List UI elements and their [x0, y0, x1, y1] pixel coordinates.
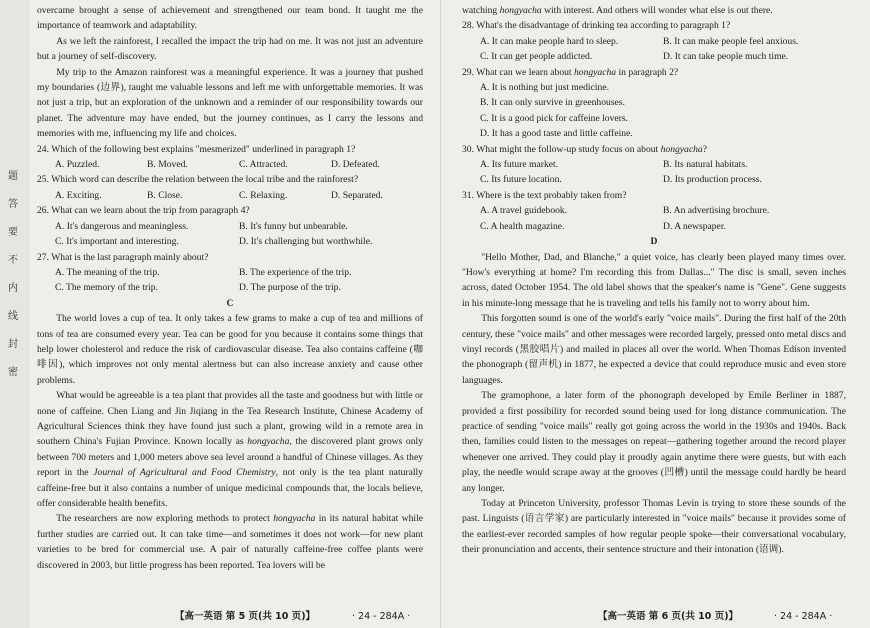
- option: D. A newspaper.: [663, 220, 726, 232]
- question-25: 25. Which word can describe the relation between the local tribe and the rainforest?: [37, 174, 359, 186]
- question-30: 30. What might the follow-up study focus on about hongyacha?: [462, 143, 707, 155]
- paragraph: What would be agreeable is a tea plant that provides all the taste and goodness but with little or none of caffeine. Chen Liang and Jin Jiqiang in the Tea Research Institute, Chinese Academy of Agricultural Sciences think they have found just such a plant, growing wild in a remote area in southern China's Fujian Province. Known locally as hongyacha, the discovered plant grows only between 700 meters and 1,000 meters above sea level around a handful of Chinese villages. As they report in the Journal of Agricultural and Food Chemistry, not only is the tea plant naturally caffeine-free but it also contains a number of unique medicinal compounds that, the locals believe, offer considerable health benefits.: [37, 390, 423, 509]
- option: A. The meaning of the trip.: [55, 266, 160, 278]
- question-24-options: [37, 157, 423, 172]
- page-5-column: [37, 3, 423, 573]
- paragraph: watching hongyacha with interest. And others will wonder what else is out there.: [462, 5, 773, 16]
- question-24: 24. Which of the following best explains "mesmerized" underlined in paragraph 1?: [37, 143, 356, 155]
- section-heading-c: C: [226, 297, 234, 309]
- option: D. Defeated.: [331, 159, 380, 171]
- question-28-options: [462, 34, 846, 65]
- option: D. It's challenging but worthwhile.: [239, 236, 373, 248]
- option: B. It's funny but unbearable.: [239, 220, 348, 232]
- option: D. Separated.: [331, 189, 383, 201]
- journal-title: Journal of Agricultural and Food Chemistry: [93, 467, 276, 479]
- paragraph: The world loves a cup of tea. It only takes a few grams to make a cup of tea and millions of tons of tea are consumed every year. Tea can be good for you because it contains some things that help lower cholesterol and reduce the risk of cardiovascular disease. Tea also contains caffeine (咖啡因), which improves not only mental alertness but can also increase anxiety and cause other problems.: [37, 313, 423, 386]
- option: C. It is a good pick for caffeine lovers.: [480, 112, 628, 124]
- paragraph: overcame brought a sense of achievement and strengthened our team bond. It taught me the importance of teamwork and adaptability.: [37, 5, 423, 32]
- question-31: 31. Where is the text probably taken from?: [462, 189, 627, 201]
- paragraph: My trip to the Amazon rainforest was a meaningful experience. It was a journey that pushed my boundaries (边界), taught me valuable lessons and left me with unforgettable memories. It was not just a trip, but an exploration of the unknown and a reminder of our responsibility towards our planet. The adventure may have ended, but the journey continues, as I carry the lessons and memories with me, influencing my life and choices.: [37, 66, 423, 140]
- option: D. Its production process.: [663, 174, 762, 186]
- page-6-column: [462, 3, 846, 558]
- question-25-options: [37, 188, 423, 203]
- option: A. Its future market.: [480, 159, 559, 171]
- italic-term: hongyacha: [660, 143, 703, 155]
- page-footer-code: · 24 - 284A ·: [774, 611, 833, 622]
- option: B. It can make people feel anxious.: [663, 35, 799, 47]
- margin-char: 题: [8, 171, 18, 182]
- margin-char: 要: [8, 227, 18, 238]
- option: A. It's dangerous and meaningless.: [55, 220, 189, 232]
- option: B. The experience of the trip.: [239, 266, 352, 278]
- paragraph: The gramophone, a later form of the phonograph developed by Emile Berliner in 1887, provided a first possibility for recorded sound being used for long distance communication. The practice of sending "voice mails" really got going across the world in the 1930s and 1940s. Back then, families could listen to the messages on repeat—gathering together around the record player whenever one arrived. They could play it proudly again anytime there were guests, but with each play, the needle would scrape away at the grooves (凹槽) until the message could hardly be heard any longer.: [462, 390, 846, 494]
- page-footer-label: 【高一英语 第 6 页(共 10 页)】: [598, 611, 739, 622]
- paragraph: Today at Princeton University, professor Thomas Levin is trying to store these sounds of the past. Linguists (语言学家) are particularly interested in "voice mails" because it provides some of the earliest-ever recorded samples of how regular people spoke—their conversational vocabulary, their pronunciation and accents, their sentence structure and their intonation (语调).: [462, 498, 846, 556]
- option: A. Exciting.: [55, 189, 102, 201]
- page-footer-label: 【高一英语 第 5 页(共 10 页)】: [175, 611, 316, 622]
- margin-char: 内: [8, 283, 18, 294]
- page-divider: [440, 0, 441, 628]
- page-footer-code: · 24 - 284A ·: [352, 611, 411, 622]
- option: C. It can get people addicted.: [480, 51, 593, 63]
- question-27: 27. What is the last paragraph mainly about?: [37, 251, 209, 263]
- seal-line-text: [6, 170, 20, 394]
- option: B. Moved.: [147, 159, 188, 171]
- question-26-options: [37, 219, 423, 250]
- option: B. It can only survive in greenhouses.: [480, 97, 625, 109]
- option: A. It is nothing but just medicine.: [480, 82, 609, 94]
- italic-term: hongyacha: [573, 66, 617, 78]
- margin-char: 密: [8, 367, 18, 378]
- margin-char: 线: [8, 311, 18, 322]
- option: B. Its natural habitats.: [663, 159, 748, 171]
- question-30-options: [462, 157, 846, 188]
- italic-term: hongyacha: [247, 436, 290, 448]
- paragraph: The researchers are now exploring methods to protect hongyacha in its natural habitat while further studies are carried out. It can take time—and sometimes it does not work—for new plant varieties to be bred for commercial use. A pair of naturally caffeine-free coffee plants were discovered in 2003, but little progress has been reported. Tea lovers will be: [37, 513, 423, 571]
- option: C. It's important and interesting.: [55, 236, 179, 248]
- binding-margin: [0, 0, 30, 628]
- option: D. It has a good taste and little caffeine.: [480, 128, 633, 140]
- section-heading-d: D: [650, 236, 658, 248]
- option: B. Close.: [147, 189, 183, 201]
- paragraph: As we left the rainforest, I recalled the impact the trip had on me. It was not just an adventure but a journey of self-discovery.: [37, 35, 423, 63]
- option: A. Puzzled.: [55, 159, 100, 171]
- margin-char: 不: [8, 255, 18, 266]
- option: D. The purpose of the trip.: [239, 282, 341, 294]
- question-31-options: [462, 203, 846, 234]
- option: B. An advertising brochure.: [663, 205, 770, 217]
- paragraph: This forgotten sound is one of the world's early "voice mails". During the first half of the 20th century, these "voice mails" and other messages were recorded largely, pressed onto metal discs and vinyl records (黑胶唱片) and mailed in places all over the world. When Thomas Edison invented the phonograph (留声机) in 1877, he expected a device that could reproduce music and even store languages.: [462, 313, 846, 386]
- italic-term: hongyacha: [499, 5, 542, 16]
- option: C. A health magazine.: [480, 220, 565, 232]
- option: A. It can make people hard to sleep.: [480, 35, 619, 47]
- option: D. It can take people much time.: [663, 51, 789, 63]
- option: C. Its future location.: [480, 174, 562, 186]
- option: C. Relaxing.: [239, 189, 288, 201]
- question-27-options: [37, 265, 423, 296]
- question-29: 29. What can we learn about hongyacha in paragraph 2?: [462, 66, 679, 78]
- question-28: 28. What's the disadvantage of drinking tea according to paragraph 1?: [462, 20, 731, 32]
- question-29-options: [462, 80, 846, 142]
- italic-term: hongyacha: [273, 513, 316, 525]
- margin-char: 封: [8, 339, 18, 350]
- paragraph: "Hello Mother, Dad, and Blanche," a quiet voice, has clearly been played many times over. "How's everything at home? I'm recording this from Dallas..." The disc is small, seven inches across, dated October 1954. The old label shows that the speaker's name is "Gene". Gene suggests in his minute-long message that he is traveling and tells his family not to worry about him.: [462, 251, 846, 309]
- option: A. A travel guidebook.: [480, 205, 568, 217]
- option: C. Attracted.: [239, 159, 288, 171]
- margin-char: 答: [8, 199, 18, 210]
- option: C. The memory of the trip.: [55, 282, 158, 294]
- question-26: 26. What can we learn about the trip from paragraph 4?: [37, 205, 250, 217]
